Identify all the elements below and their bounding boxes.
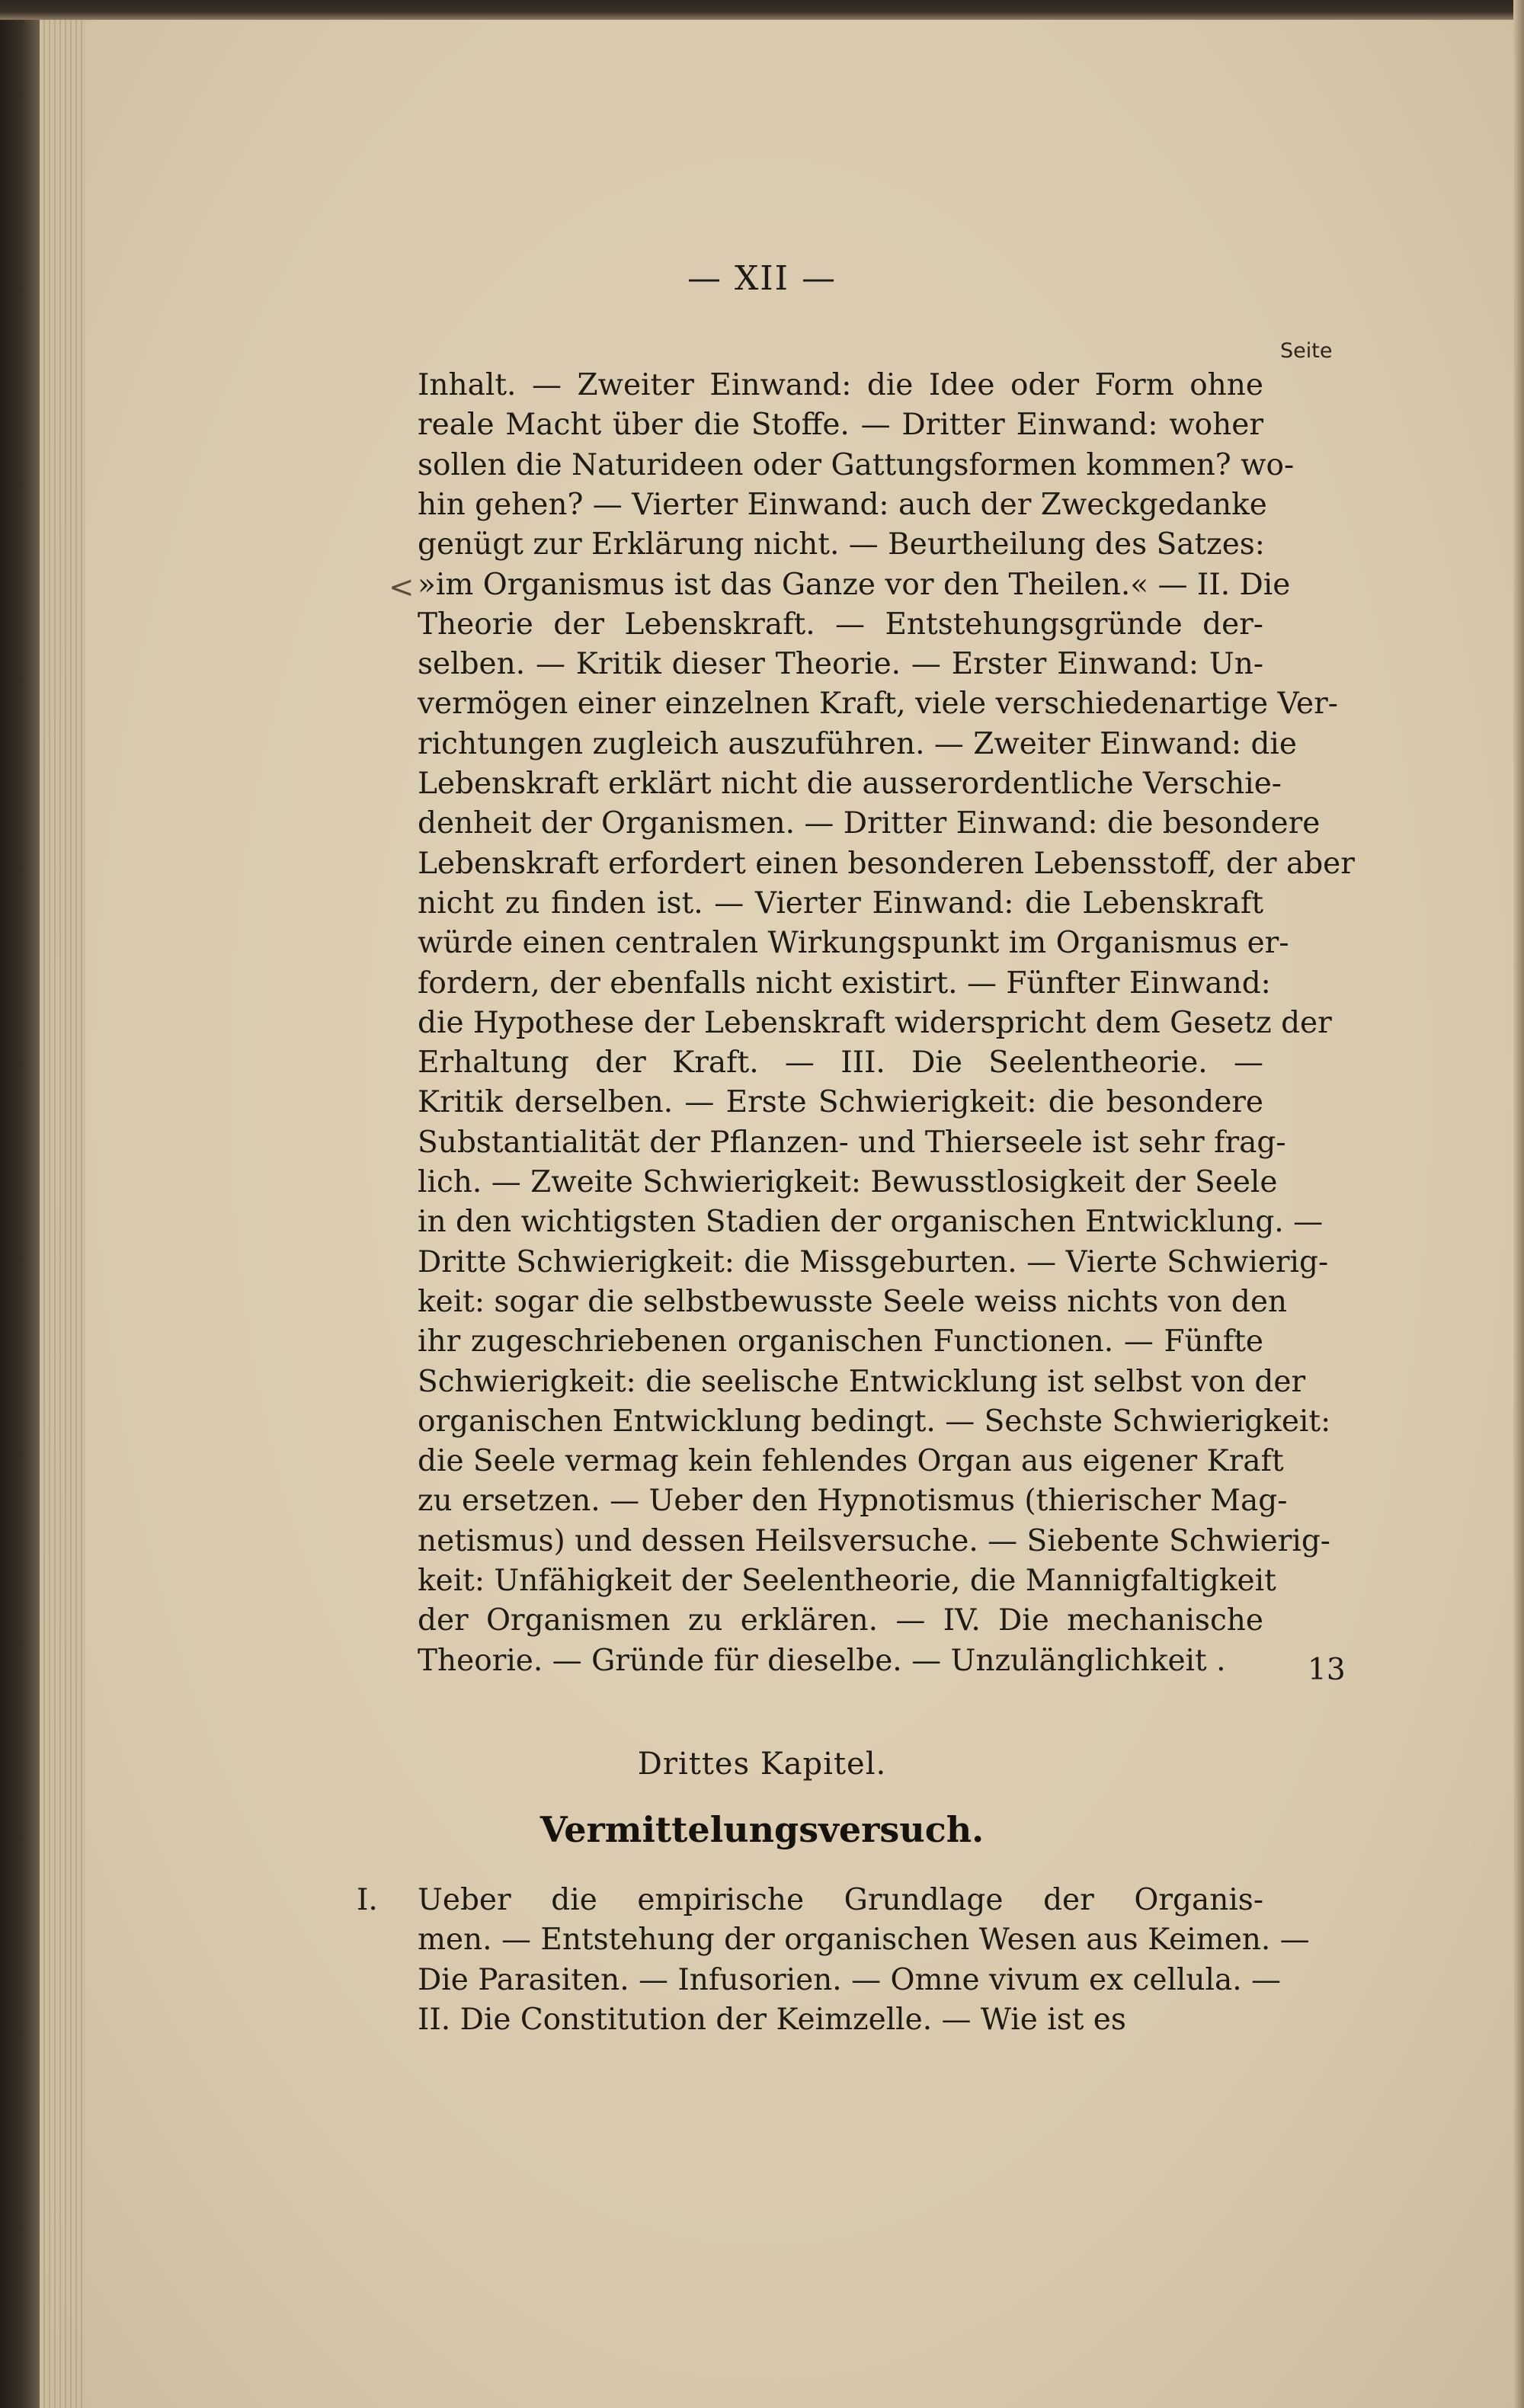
chapter-label: Drittes Kapitel.	[637, 1747, 887, 1782]
text-line: Inhalt. — Zweiter Einwand: die Idee oder Form ohne	[418, 368, 1263, 402]
text-line: reale Macht über die Stoffe. — Dritter Einwand: woher	[418, 408, 1263, 443]
text-line: organischen Entwicklung bedingt. — Sechste Schwierigkeit:	[418, 1404, 1331, 1439]
text-line: fordern, der ebenfalls nicht existirt. — Fünfter Einwand:	[418, 965, 1271, 1001]
text-line: netismus) und dessen Heilsversuche. — Siebente Schwierig-	[418, 1523, 1330, 1558]
page-header: — XII —	[687, 259, 837, 298]
text-line: Ueber die empirische Grundlage der Organis-	[418, 1883, 1263, 1917]
text-line: zu ersetzen. — Ueber den Hypnotismus (thierischer Mag-	[418, 1484, 1288, 1519]
margin-mark: <	[389, 570, 415, 605]
text-line: in den wichtigsten Stadien der organischen Entwicklung. —	[418, 1205, 1324, 1240]
column-label: Seite	[1280, 339, 1333, 363]
text-line: ihr zugeschriebenen organischen Functionen. — Fünfte	[418, 1324, 1263, 1359]
text-line: lich. — Zweite Schwierigkeit: Bewusstlosigkeit der Seele	[418, 1165, 1278, 1199]
text-line: Lebenskraft erfordert einen besonderen Lebensstoff, der aber	[418, 846, 1355, 881]
text-line: der Organismen zu erklären. — IV. Die mechanische	[418, 1603, 1263, 1638]
page-edges	[40, 0, 85, 2408]
text-line: sollen die Naturideen oder Gattungsformen kommen? wo-	[418, 447, 1295, 482]
chapter-title: Vermittelungsversuch.	[539, 1809, 985, 1850]
text-line: denheit der Organismen. — Dritter Einwand: die besondere	[418, 806, 1321, 841]
text-line: selben. — Kritik dieser Theorie. — Erster Einwand: Un-	[418, 647, 1263, 682]
text-line: Erhaltung der Kraft. — III. Die Seelentheorie. —	[418, 1045, 1263, 1081]
text-line: Theorie der Lebenskraft. — Entstehungsgründe der-	[418, 607, 1263, 642]
section-number: I.	[357, 1883, 378, 1917]
text-line: II. Die Constitution der Keimzelle. — Wie ist es	[418, 2002, 1126, 2037]
text-line: Die Parasiten. — Infusorien. — Omne vivum ex cellula. —	[418, 1962, 1282, 1997]
text-line: Schwierigkeit: die seelische Entwicklung ist selbst von der	[418, 1364, 1306, 1399]
text-line: Kritik derselben. — Erste Schwierigkeit: die besondere	[418, 1085, 1263, 1120]
text-line: vermögen einer einzelnen Kraft, viele verschiedenartige Ver-	[418, 687, 1338, 722]
text-line: würde einen centralen Wirkungspunkt im Organismus er-	[418, 926, 1289, 961]
text-line: Dritte Schwierigkeit: die Missgeburten. — Vierte Schwierig-	[418, 1244, 1329, 1279]
text-line: die Hypothese der Lebenskraft widerspricht dem Gesetz der	[418, 1005, 1332, 1040]
text-line: hin gehen? — Vierter Einwand: auch der Zweckgedanke	[418, 487, 1267, 522]
text-line: die Seele vermag kein fehlendes Organ aus eigener Kraft	[418, 1444, 1284, 1479]
text-line: nicht zu finden ist. — Vierter Einwand: die Lebenskraft	[418, 885, 1263, 921]
text-line: richtungen zugleich auszuführen. — Zweiter Einwand: die	[418, 726, 1297, 761]
text-line: Substantialität der Pflanzen- und Thierseele ist sehr frag-	[418, 1125, 1286, 1160]
right-edge	[1513, 0, 1524, 2408]
top-edge	[0, 0, 1524, 20]
text-line: genügt zur Erklärung nicht. — Beurtheilung des Satzes:	[418, 527, 1265, 562]
text-line: men. — Entstehung der organischen Wesen aus Keimen. —	[418, 1923, 1310, 1958]
book-binding	[0, 0, 40, 2408]
text-line: Theorie. — Gründe für dieselbe. — Unzulänglichkeit .	[418, 1643, 1226, 1678]
text-line: keit: Unfähigkeit der Seelentheorie, die Mannigfaltigkeit	[418, 1564, 1276, 1598]
page-number: 13	[1308, 1653, 1346, 1687]
text-line: Lebenskraft erklärt nicht die ausserordentliche Verschie-	[418, 767, 1282, 801]
text-line: keit: sogar die selbstbewusste Seele weiss nichts von den	[418, 1284, 1288, 1319]
text-line: »im Organismus ist das Ganze vor den Theilen.« — II. Die	[418, 567, 1291, 602]
